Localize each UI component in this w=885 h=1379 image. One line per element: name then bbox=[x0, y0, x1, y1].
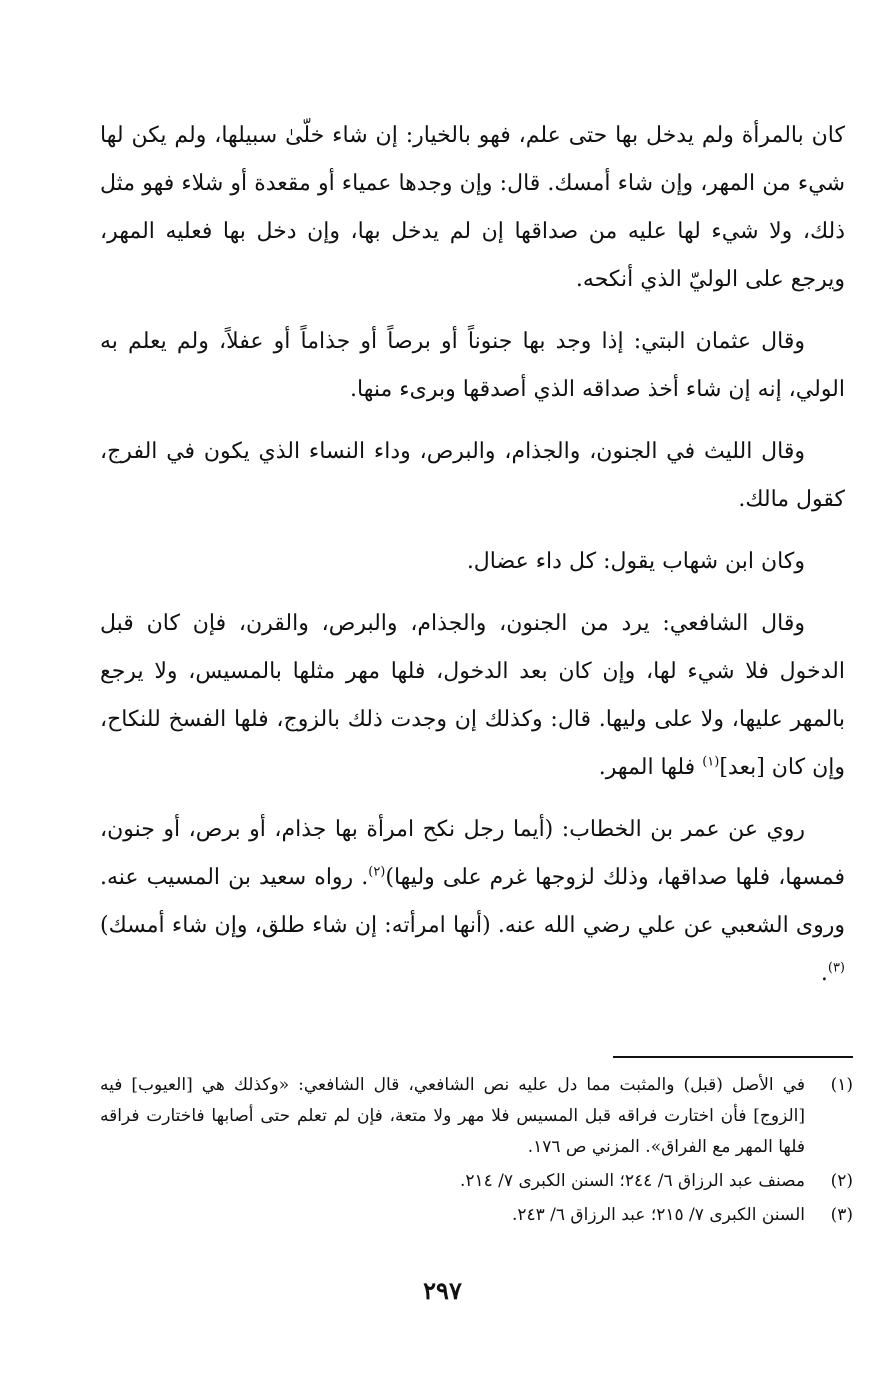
paragraph-6 bbox=[100, 806, 845, 998]
footnotes bbox=[100, 1070, 853, 1234]
footnote-number: (٢) bbox=[830, 1171, 853, 1191]
paragraph-5-text: وقال الشافعي: يرد من الجنون، والجذام، والبرص، والقرن، فإن كان قبل الدخول فلا شيء لها، وإن كان بعد الدخول، فلها مهر مثلها بالمسيس، ولا يرجع بالمهر عليها، ولا على وليها. قال: وكذلك إن وجدت ذلك بالزوج، فلها الفسخ للنكاح، وإن كان [بعد] bbox=[100, 611, 845, 780]
paragraph-5-text-end: فلها المهر. bbox=[598, 755, 703, 780]
paragraph-6-text: روي عن عمر بن الخطاب: (أيما رجل نكح امرأة بها جذام، أو برص، أو جنون، فمسها، فلها صداقها، وذلك لزوجها غرم على وليها) bbox=[100, 817, 846, 890]
footnote-2 bbox=[100, 1166, 853, 1197]
footnote-ref-2[interactable]: (٢) bbox=[368, 864, 386, 880]
paragraph-4 bbox=[100, 538, 845, 586]
main-text bbox=[100, 112, 845, 1012]
paragraph-3-text: وقال الليث في الجنون، والجذام، والبرص، وداء النساء الذي يكون في الفرج، كقول مالك. bbox=[100, 439, 845, 512]
footnote-divider bbox=[613, 1056, 853, 1058]
paragraph-6-text-middle: . رواه سعيد بن المسيب عنه. وروى الشعبي عن علي رضي الله عنه. (أنها امرأته: إن شاء طلق، وإن شاء أمسك) bbox=[100, 865, 845, 938]
paragraph-2-text: وقال عثمان البتي: إذا وجد بها جنوناً أو برصاً أو جذاماً أو عفلاً، ولم يعلم به الولي، إنه إن شاء أخذ صداقه الذي أصدقها وبرىء منها. bbox=[100, 329, 845, 402]
footnote-1 bbox=[100, 1070, 853, 1163]
paragraph-1-text: كان بالمرأة ولم يدخل بها حتى علم، فهو بالخيار: إن شاء خلّىٰ سبيلها، ولم يكن لها شيء من المهر، وإن شاء أمسك. قال: وإن وجدها عمياء أو مقعدة أو شلاء فهو مثل ذلك، ولا شيء لها عليه من صداقها إن لم يدخل بها، وإن دخل بها فعليه المهر، ويرجع على الوليّ الذي أنكحه. bbox=[100, 123, 845, 292]
footnote-number: (١) bbox=[830, 1075, 853, 1095]
footnote-text: في الأصل (قبل) والمثبت مما دل عليه نص الشافعي، قال الشافعي: «وكذلك هي [العيوب] فيه [الزوج] فأن اختارت فراقه قبل المسيس فلا مهر ولا متعة، فإن لم تعلم حتى أصابها فاختارت فراقه فلها المهر مع الفراق». المزني ص ١٧٦. bbox=[100, 1075, 805, 1157]
footnote-ref-1[interactable]: (١) bbox=[702, 754, 720, 770]
paragraph-2 bbox=[100, 318, 845, 414]
paragraph-1 bbox=[100, 112, 845, 304]
footnote-text: مصنف عبد الرزاق ٦/ ٢٤٤؛ السنن الكبرى ٧/ ٢١٤. bbox=[459, 1171, 805, 1191]
footnote-text: السنن الكبرى ٧/ ٢١٥؛ عبد الرزاق ٦/ ٢٤٣. bbox=[511, 1205, 805, 1225]
footnote-3 bbox=[100, 1200, 853, 1231]
footnote-number: (٣) bbox=[830, 1205, 853, 1225]
footnote-ref-3[interactable]: (٣) bbox=[827, 960, 845, 976]
page-number: ٢٩٧ bbox=[423, 1276, 462, 1305]
paragraph-3 bbox=[100, 428, 845, 524]
paragraph-6-text-end: . bbox=[820, 961, 828, 986]
paragraph-5 bbox=[100, 600, 845, 792]
paragraph-4-text: وكان ابن شهاب يقول: كل داء عضال. bbox=[466, 549, 805, 574]
